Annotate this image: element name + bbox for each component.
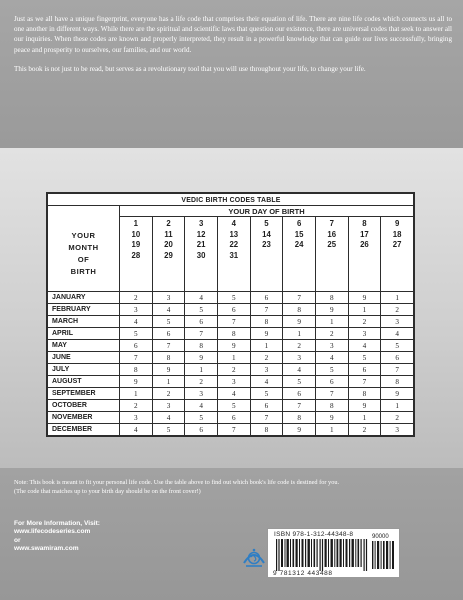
day-column-header: 2 11 20 29 (152, 217, 185, 292)
intro-paragraph-1: Just as we all have a unique fingerprint, everyone has a life code that comprises their equation of life. There are nine life codes which connects us all to one another in different ways. While there are the spiritual and scientific laws that question our existence, there are universal codes that seek to answer all our inquiries. When these codes are known and properly interpreted, they result in a powerful knowledge that can guide our lives successfully, bringing peace and prosperity to ourselves, our families, and our world. (14, 15, 452, 54)
life-code-cell: 1 (315, 316, 348, 328)
life-code-cell: 9 (120, 376, 153, 388)
life-code-cell: 7 (152, 340, 185, 352)
life-code-cell: 1 (283, 328, 316, 340)
life-code-cell: 9 (348, 400, 381, 412)
life-code-cell: 6 (283, 388, 316, 400)
life-code-cell: 9 (152, 364, 185, 376)
life-code-cell: 3 (152, 400, 185, 412)
day-column-header: 9 18 27 (381, 217, 414, 292)
life-code-cell: 6 (120, 340, 153, 352)
life-code-cell: 6 (185, 316, 218, 328)
life-code-cell: 4 (120, 316, 153, 328)
life-code-cell: 6 (250, 292, 283, 304)
life-code-cell: 5 (120, 328, 153, 340)
table-title: VEDIC BIRTH CODES TABLE (62, 194, 399, 206)
life-code-cell: 1 (185, 364, 218, 376)
table-row (48, 292, 414, 304)
life-code-cell: 9 (381, 388, 414, 400)
month-of-birth-header: YOUR MONTH OF BIRTH (48, 217, 120, 292)
life-code-cell: 2 (152, 388, 185, 400)
life-code-cell: 2 (250, 352, 283, 364)
life-code-cell: 1 (381, 400, 414, 412)
life-code-cell: 6 (185, 424, 218, 436)
barcode-bars-icon (276, 539, 368, 571)
life-code-cell: 4 (283, 364, 316, 376)
day-column-header: 7 16 25 (315, 217, 348, 292)
life-code-cell: 2 (283, 340, 316, 352)
life-code-cell: 3 (120, 412, 153, 424)
life-code-cell: 7 (315, 388, 348, 400)
month-label: MARCH (48, 316, 120, 328)
month-label: JUNE (48, 352, 120, 364)
life-code-cell: 8 (250, 424, 283, 436)
life-code-cell: 5 (283, 376, 316, 388)
life-code-cell: 3 (250, 364, 283, 376)
intro-text (14, 14, 452, 74)
life-code-cell: 5 (250, 388, 283, 400)
life-code-cell: 7 (348, 376, 381, 388)
life-code-cell: 8 (250, 316, 283, 328)
life-code-cell: 5 (217, 292, 250, 304)
life-code-cell: 5 (185, 412, 218, 424)
life-code-cell: 8 (283, 304, 316, 316)
life-code-cell: 5 (315, 364, 348, 376)
life-code-cell: 9 (217, 340, 250, 352)
life-code-cell: 8 (217, 328, 250, 340)
life-code-cell: 4 (348, 340, 381, 352)
life-code-cell: 3 (315, 340, 348, 352)
life-code-cell: 8 (185, 340, 218, 352)
isbn-barcode (267, 528, 400, 578)
life-code-cell: 7 (217, 424, 250, 436)
life-code-cell: 1 (381, 292, 414, 304)
life-code-cell: 8 (283, 412, 316, 424)
life-code-cell: 3 (217, 376, 250, 388)
life-code-cell: 9 (250, 328, 283, 340)
life-code-cell: 5 (381, 340, 414, 352)
table-row (48, 412, 414, 424)
note (14, 478, 452, 496)
life-code-cell: 3 (283, 352, 316, 364)
table-row (48, 304, 414, 316)
life-code-cell: 1 (348, 304, 381, 316)
life-code-cell: 9 (315, 304, 348, 316)
life-code-cell: 3 (185, 388, 218, 400)
month-label: JULY (48, 364, 120, 376)
table-row (48, 388, 414, 400)
more-info (14, 520, 100, 553)
month-label: APRIL (48, 328, 120, 340)
life-code-cell: 7 (120, 352, 153, 364)
life-code-cell: 2 (185, 376, 218, 388)
life-code-cell: 8 (315, 292, 348, 304)
life-code-cell: 1 (250, 340, 283, 352)
life-code-cell: 9 (348, 292, 381, 304)
life-code-cell: 7 (250, 304, 283, 316)
life-code-cell: 8 (348, 388, 381, 400)
month-label: OCTOBER (48, 400, 120, 412)
life-code-cell: 4 (185, 292, 218, 304)
life-code-cell: 5 (185, 304, 218, 316)
month-label: SEPTEMBER (48, 388, 120, 400)
month-label: AUGUST (48, 376, 120, 388)
life-code-cell: 1 (152, 376, 185, 388)
vedic-birth-codes-table (46, 192, 415, 437)
life-code-cell: 5 (217, 400, 250, 412)
life-code-cell: 3 (381, 424, 414, 436)
life-code-cell: 8 (152, 352, 185, 364)
price-code: 90000 (372, 534, 389, 540)
table-row (48, 316, 414, 328)
life-code-cell: 6 (152, 328, 185, 340)
life-code-cell: 4 (381, 328, 414, 340)
life-code-cell: 3 (348, 328, 381, 340)
day-column-header: 5 14 23 (250, 217, 283, 292)
life-code-cell: 2 (120, 292, 153, 304)
isbn-label: ISBN 978-1-312-44348-8 (274, 531, 354, 538)
month-label: FEBRUARY (48, 304, 120, 316)
life-code-cell: 2 (217, 364, 250, 376)
life-code-cell: 4 (185, 400, 218, 412)
life-code-cell: 4 (152, 304, 185, 316)
life-code-cell: 6 (217, 412, 250, 424)
isbn-digits: 9 781312 443488 (273, 570, 333, 577)
life-code-cell: 4 (152, 412, 185, 424)
life-code-cell: 2 (315, 328, 348, 340)
life-code-cell: 1 (315, 424, 348, 436)
table-row (48, 328, 414, 340)
day-column-header: 1 10 19 28 (120, 217, 153, 292)
life-code-cell: 9 (283, 424, 316, 436)
life-code-cell: 9 (185, 352, 218, 364)
table-row (48, 424, 414, 436)
table-row (48, 364, 414, 376)
life-code-cell: 5 (152, 316, 185, 328)
life-code-cell: 1 (217, 352, 250, 364)
intro-paragraph-2: This book is not just to be read, but serves as a revolutionary tool that you will use throughout your life, to change your life. (14, 64, 366, 73)
life-code-cell: 3 (120, 304, 153, 316)
life-code-cell: 6 (381, 352, 414, 364)
life-code-cell: 3 (152, 292, 185, 304)
om-logo-icon (241, 542, 267, 572)
life-code-cell: 5 (152, 424, 185, 436)
day-column-header: 8 17 26 (348, 217, 381, 292)
day-column-header: 3 12 21 30 (185, 217, 218, 292)
life-code-cell: 8 (315, 400, 348, 412)
life-code-cell: 2 (381, 412, 414, 424)
life-code-cell: 6 (315, 376, 348, 388)
life-code-cell: 3 (381, 316, 414, 328)
month-label: JANUARY (48, 292, 120, 304)
life-code-cell: 9 (283, 316, 316, 328)
life-code-cell: 6 (250, 400, 283, 412)
life-code-cell: 7 (250, 412, 283, 424)
life-code-cell: 8 (120, 364, 153, 376)
life-code-cell: 7 (283, 292, 316, 304)
table-row (48, 340, 414, 352)
life-code-cell: 7 (185, 328, 218, 340)
month-label: DECEMBER (48, 424, 120, 436)
day-of-birth-header: YOUR DAY OF BIRTH (120, 206, 414, 217)
life-code-cell: 4 (250, 376, 283, 388)
life-code-cell: 1 (120, 388, 153, 400)
note-line-2: (The code that matches up to your birth day should be on the front cover!) (14, 488, 201, 495)
life-code-cell: 2 (120, 400, 153, 412)
life-code-cell: 9 (315, 412, 348, 424)
website-link-lifecodeseries[interactable]: www.lifecodeseries.com (14, 528, 91, 536)
table-row (48, 400, 414, 412)
life-code-cell: 7 (283, 400, 316, 412)
website-link-swamiram[interactable]: www.swamiram.com (14, 544, 79, 552)
life-code-cell: 6 (217, 304, 250, 316)
month-label: MAY (48, 340, 120, 352)
life-code-cell: 4 (120, 424, 153, 436)
life-code-cell: 7 (381, 364, 414, 376)
life-code-cell: 2 (381, 304, 414, 316)
life-code-cell: 4 (315, 352, 348, 364)
life-code-cell: 6 (348, 364, 381, 376)
day-column-header: 6 15 24 (283, 217, 316, 292)
more-info-heading: For More Information, Visit: (14, 520, 100, 527)
life-code-cell: 7 (217, 316, 250, 328)
or-text: or (14, 536, 21, 544)
life-code-cell: 5 (348, 352, 381, 364)
day-column-header: 4 13 22 31 (217, 217, 250, 292)
life-code-cell: 2 (348, 316, 381, 328)
life-code-cell: 8 (381, 376, 414, 388)
note-line-1: Note: This book is meant to fit your personal life code. Use the table above to find out which book's life code is destined for you. (14, 479, 340, 486)
life-code-cell: 4 (217, 388, 250, 400)
month-label: NOVEMBER (48, 412, 120, 424)
table-corner-top (48, 206, 120, 217)
table-row (48, 376, 414, 388)
table-row (48, 352, 414, 364)
life-code-cell: 2 (348, 424, 381, 436)
price-barcode-bars-icon (372, 541, 396, 569)
life-code-cell: 1 (348, 412, 381, 424)
